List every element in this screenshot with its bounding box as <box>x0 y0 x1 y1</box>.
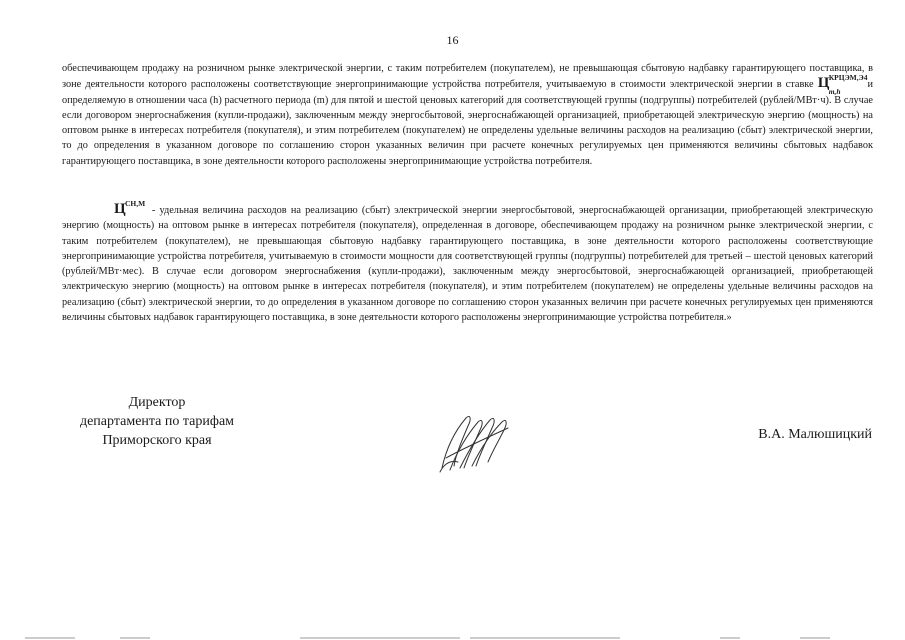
signatory-title-line-2: департамента по тарифам <box>79 414 235 429</box>
formula-main-letter: Ц <box>817 75 830 92</box>
paragraph-continuation <box>62 61 873 169</box>
capacity-formula-symbol <box>88 199 146 217</box>
paragraph-text: - удельная величина расходов на реализацию (сбыт) электрической энергии энергосбытовой, энергоснабжающей организации, приобретающей электрическую энергию (мощность) на оптовом рынке в интересах потребителя (покупателя), определенная в договоре, обеспечивающем продажу на розничном рынке электрической энергии, с таким потребителем (покупателем), не превышающая сбытовую надбавку гарантирующего поставщика, в зоне деятельности которого расположены соответствующие энергопринимающие устройства потребителя, учитываемую в стоимости мощности для соответствующей группы (подгруппы) потребителей для третьей – шестой ценовых категорий (рублей/МВт·мес). В случае если договором энергоснабжения (купли-продажи), заключенным между энергосбытовой, энергоснабжающей организацией, приобретающей электрическую энергию (мощность) на оптовом рынке в интересах потребителя (покупателя), и этим потребителем (покупателем) не определены удельные величины расходов на реализацию (сбыт) электрической энергии, то до определения в указанном договоре по соглашению сторон указанных величин при расчете конечных регулируемых цен применяются величины сбытовых надбавок гарантирующего поставщика, в зоне деятельности которого расположены энергопринимающие устройства потребителя.» <box>62 205 873 324</box>
scan-edge-marks <box>0 636 905 640</box>
signer-name: В.А. Малюшицкий <box>758 427 872 442</box>
handwritten-signature <box>436 410 516 474</box>
paragraph-definition <box>62 199 873 325</box>
formula-main-letter: Ц <box>114 201 126 217</box>
formula-subscript: m,h <box>828 87 841 97</box>
formula-superscript: СН,М <box>125 199 146 208</box>
signatory-title-line-1: Директор <box>128 395 186 410</box>
signatory-title <box>62 393 252 450</box>
paragraph-text-part-a: обеспечивающем продажу на розничном рынке электрической энергии, с таким потребителем (покупателем), не превышающая сбытовую надбавку гарантирующего поставщика, в зоне деятельности которого расположены соответствующие энергопринимающие устройства потребителя, учитываемую в стоимости электрической энергии в ставке <box>62 63 873 91</box>
page-number: 16 <box>446 33 459 47</box>
formula-superscript: КРЦЭМ,Э4 <box>828 73 868 83</box>
paragraph-text-part-b: и определяемую в отношении часа (h) расчетного периода (m) для пятой и шестой ценовых категорий для соответствующей группы (подгруппы) потребителей (рублей/МВт·ч). В случае если договором энергоснабжения (купли-продажи), заключенным между энергосбытовой, энергоснабжающей организацией, приобретающей электрическую энергию (мощность) на оптовом рынке в интересах потребителя (покупателя), и этим потребителем (покупателем) не определены удельные величины расходов на реализацию (сбыт) электрической энергии, то до определения в указанном договоре по соглашению сторон указанных величин при расчете конечных регулируемых цен применяются величины сбытовых надбавок гарантирующего поставщика, в зоне деятельности которого расположены энергопринимающие устройства потребителя. <box>62 79 873 167</box>
tariff-formula-symbol <box>817 73 868 97</box>
signatory-title-line-3: Приморского края <box>102 433 212 448</box>
